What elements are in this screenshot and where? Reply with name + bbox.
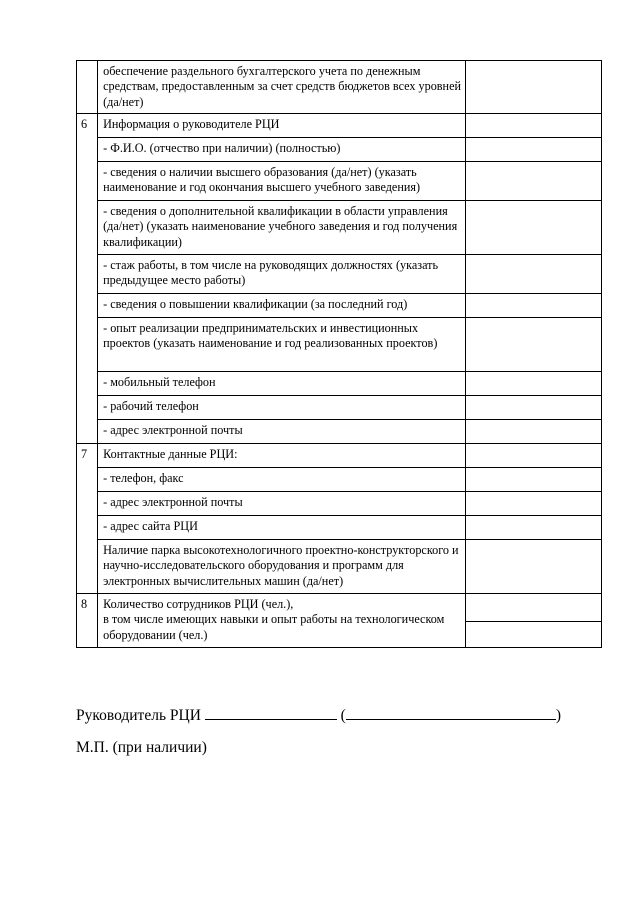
value-cell-split[interactable] [466, 594, 602, 648]
row-description: обеспечение раздельного бухгалтерского учета по денежным средствам, предоставленным за счет средств бюджетов всех уровней (да/нет) [98, 61, 466, 114]
row-description: - адрес электронной почты [98, 492, 466, 516]
row-description [98, 594, 466, 648]
value-divider [466, 621, 601, 622]
row-description: - опыт реализации предпринимательских и инвестиционных проектов (указать наименование и год реализованных проектов) [98, 318, 466, 372]
value-cell[interactable] [466, 420, 602, 444]
table-row [77, 294, 602, 318]
row-description: - адрес сайта РЦИ [98, 516, 466, 540]
signature-blank[interactable] [205, 705, 337, 720]
row-description: - сведения о наличии высшего образования (да/нет) (указать наименование и год окончания высшего учебного заведения) [98, 162, 466, 201]
row-description: - стаж работы, в том числе на руководящих должностях (указать предыдущее место работы) [98, 255, 466, 294]
row-description-line: Количество сотрудников РЦИ (чел.), [103, 597, 294, 611]
row-number [77, 420, 98, 444]
row-number [77, 318, 98, 372]
table-row [77, 594, 602, 648]
value-cell[interactable] [466, 540, 602, 594]
row-description-line: в том числе имеющих навыки и опыт работы на технологическом оборудовании (чел.) [103, 612, 445, 642]
table-row [77, 420, 602, 444]
row-number [77, 138, 98, 162]
value-cell[interactable] [466, 294, 602, 318]
table-row [77, 61, 602, 114]
value-cell[interactable] [466, 444, 602, 468]
table-row [77, 255, 602, 294]
name-blank[interactable] [346, 705, 556, 720]
signature-line [76, 705, 561, 725]
table-row [77, 540, 602, 594]
table-row [77, 114, 602, 138]
value-cell[interactable] [466, 492, 602, 516]
row-number [77, 162, 98, 201]
table-row [77, 396, 602, 420]
application-form-table [76, 60, 602, 648]
row-description: Информация о руководителе РЦИ [98, 114, 466, 138]
table-row [77, 492, 602, 516]
row-number [77, 255, 98, 294]
table-row [77, 516, 602, 540]
table-row [77, 372, 602, 396]
stamp-note: М.П. (при наличии) [76, 739, 207, 756]
table-row [77, 162, 602, 201]
signature-label: Руководитель РЦИ [76, 707, 201, 724]
table-row [77, 138, 602, 162]
row-description: - рабочий телефон [98, 396, 466, 420]
row-number: 8 [77, 594, 98, 648]
table-row [77, 201, 602, 255]
row-number: 6 [77, 114, 98, 138]
row-description: - сведения о дополнительной квалификации в области управления (да/нет) (указать наименование учебного заведения и год получения квалификации) [98, 201, 466, 255]
row-number [77, 372, 98, 396]
row-description: Контактные данные РЦИ: [98, 444, 466, 468]
value-cell[interactable] [466, 516, 602, 540]
row-description: - мобильный телефон [98, 372, 466, 396]
row-number [77, 492, 98, 516]
value-cell[interactable] [466, 61, 602, 114]
row-description: - адрес электронной почты [98, 420, 466, 444]
value-cell[interactable] [466, 255, 602, 294]
row-description: - сведения о повышении квалификации (за последний год) [98, 294, 466, 318]
row-description: - Ф.И.О. (отчество при наличии) (полностью) [98, 138, 466, 162]
row-number [77, 61, 98, 114]
value-cell[interactable] [466, 114, 602, 138]
row-description: - телефон, факс [98, 468, 466, 492]
row-description: Наличие парка высокотехнологичного проектно-конструкторского и научно-исследовательского оборудования и программ для электронных вычислительных машин (да/нет) [98, 540, 466, 594]
row-number [77, 540, 98, 594]
value-cell[interactable] [466, 372, 602, 396]
row-number [77, 468, 98, 492]
value-cell[interactable] [466, 201, 602, 255]
row-number [77, 294, 98, 318]
value-cell[interactable] [466, 396, 602, 420]
row-number: 7 [77, 444, 98, 468]
row-number [77, 396, 98, 420]
open-paren: ( [340, 707, 346, 724]
value-cell[interactable] [466, 138, 602, 162]
table-row [77, 468, 602, 492]
value-cell[interactable] [466, 162, 602, 201]
table-row [77, 444, 602, 468]
row-number [77, 201, 98, 255]
value-cell[interactable] [466, 318, 602, 372]
close-paren: ) [555, 707, 561, 724]
table-row [77, 318, 602, 372]
row-number [77, 516, 98, 540]
value-cell[interactable] [466, 468, 602, 492]
